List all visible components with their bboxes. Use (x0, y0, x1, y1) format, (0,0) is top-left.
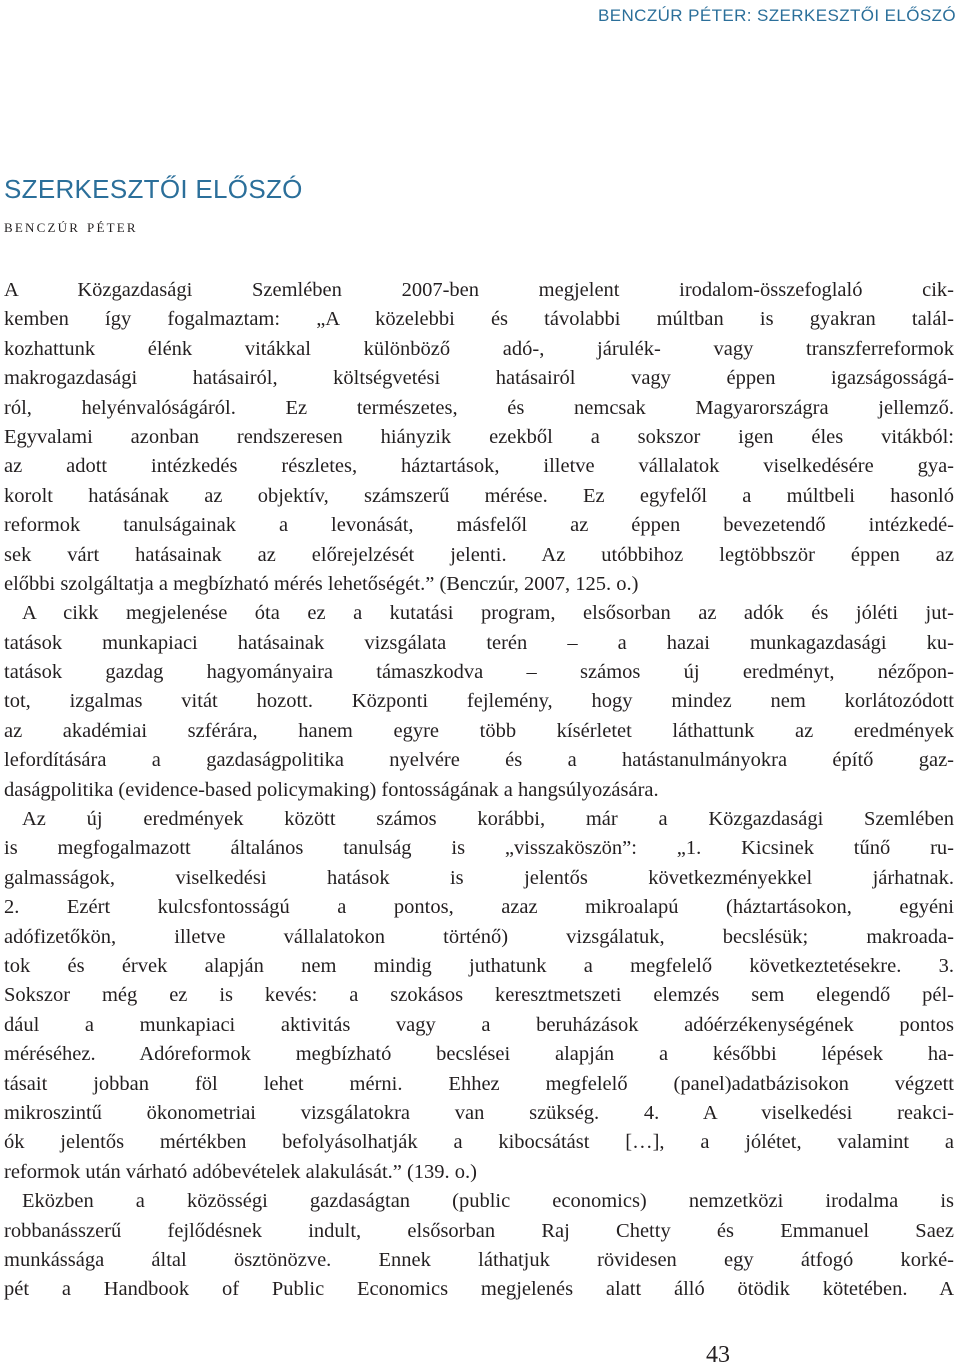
text-line: is megfogalmazott általános tanulság is „visszaköszön”: „1. Kicsinek tűnő ru- (4, 837, 954, 860)
text-line: lefordítására a gazdaságpolitika nyelvére és a hatástanulmányokra építő gaz- (4, 749, 954, 772)
text-line: 2. Ezért kulcsfontosságú a pontos, azaz mikroalapú (háztartásokon, egyéni (4, 896, 954, 919)
text-line: tásait jobban föl lehet mérni. Ehhez megfelelő (panel)adatbázisokon végzett (4, 1072, 954, 1095)
text-line: pét a Handbook of Public Economics megjelenés alatt álló ötödik kötetében. A (4, 1278, 954, 1301)
text-line: Egyvalami azonban rendszeresen hiányzik ezekből a sokszor igen éles vitákból: (4, 425, 954, 448)
text-line: daságpolitika (evidence-based policymaking) fontosságának a hangsúlyozására. (4, 778, 659, 801)
text-line: Sokszor még ez is kevés: a szokásos keresztmetszeti elemzés sem elegendő pél- (4, 984, 954, 1007)
text-line: munkássága által ösztönözve. Ennek láthatjuk rövidesen egy átfogó korké- (4, 1248, 954, 1271)
text-line: ók jelentős mértékben befolyásolhatják a kibocsátást […], a jólétet, valamint a (4, 1131, 954, 1154)
text-line: kozhattunk élénk vitákkal különböző adó-, járulék- vagy transzferreformok (4, 337, 954, 360)
text-line: korolt hatásának az objektív, számszerű mérése. Ez egyfelől a múltbeli hasonló (4, 484, 954, 507)
text-line: mikroszintű ökonometriai vizsgálatokra van szükség. 4. A viselkedési reakci- (4, 1101, 954, 1124)
text-line: az adott intézkedés részletes, háztartások, illetve vállalatok viselkedésére gya- (4, 455, 954, 478)
text-line: előbbi szolgáltatja a megbízható mérés lehetőségét.” (Benczúr, 2007, 125. o.) (4, 572, 639, 595)
text-line: tatások gazdag hagyományaira támaszkodva – számos új eredményt, nézőpon- (4, 661, 954, 684)
text-line: az akadémiai szférára, hanem egyre több kísérletet láthattunk az eredmények (4, 719, 954, 742)
page-number: 43 (706, 1342, 730, 1368)
text-line: adófizetőkön, illetve vállalatokon történő) vizsgálatuk, becslésük; makroada- (4, 925, 954, 948)
text-line: makrogazdasági hatásairól, költségvetési hatásairól vagy éppen igazságosságá- (4, 367, 954, 390)
section-title: SZERKESZTŐI ELŐSZÓ (4, 174, 303, 204)
text-line: dául a munkapiaci aktivitás vagy a beruházások adóérzékenységének pontos (4, 1013, 954, 1036)
text-line: Az új eredmények között számos korábbi, már a Közgazdasági Szemlében (22, 808, 954, 831)
text-line: méréséhez. Adóreformok megbízható becslései alapján a későbbi lépések ha- (4, 1043, 954, 1066)
text-line: tok és érvek alapján nem mindig juthatunk a megfelelő következtetésekre. 3. (4, 954, 954, 977)
text-line: sek várt hatásainak az előrejelzését jelenti. Az utóbbihoz legtöbbször éppen az (4, 543, 954, 566)
running-header: BENCZÚR PÉTER: SZERKESZTŐI ELŐSZÓ (598, 6, 956, 25)
text-line: A Közgazdasági Szemlében 2007-ben megjelent irodalom-összefoglaló cik- (4, 279, 954, 301)
text-line: reformok után várható adóbevételek alakulását.” (139. o.) (4, 1160, 478, 1183)
text-line: galmasságok, viselkedési hatások is jelentős következményekkel járhatnak. (4, 866, 954, 889)
text-line: robbanásszerű fejlődésnek indult, elsősorban Raj Chetty és Emmanuel Saez (4, 1219, 954, 1242)
text-line: kemben így fogalmaztam: „A közelebbi és távolabbi múltban is gyakran talál- (4, 308, 954, 331)
text-line: tot, izgalmas vitát hozott. Központi fejlemény, hogy mindez nem korlátozódott (4, 690, 954, 713)
article-body (4, 276, 954, 1305)
text-line: ról, helyénvalóságáról. Ez természetes, és nemcsak Magyarországra jellemző. (4, 396, 954, 419)
text-line: reformok tanulságainak a levonását, másfelől az éppen bevezetendő intézkedé- (4, 514, 954, 537)
text-line: tatások munkapiaci hatásainak vizsgálata terén – a hazai munkagazdasági ku- (4, 631, 954, 654)
text-line: Eközben a közösségi gazdaságtan (public economics) nemzetközi irodalma is (22, 1190, 954, 1213)
text-line: A cikk megjelenése óta ez a kutatási program, elsősorban az adók és jóléti jut- (22, 602, 954, 625)
author-name: benczúr péter (4, 216, 138, 237)
